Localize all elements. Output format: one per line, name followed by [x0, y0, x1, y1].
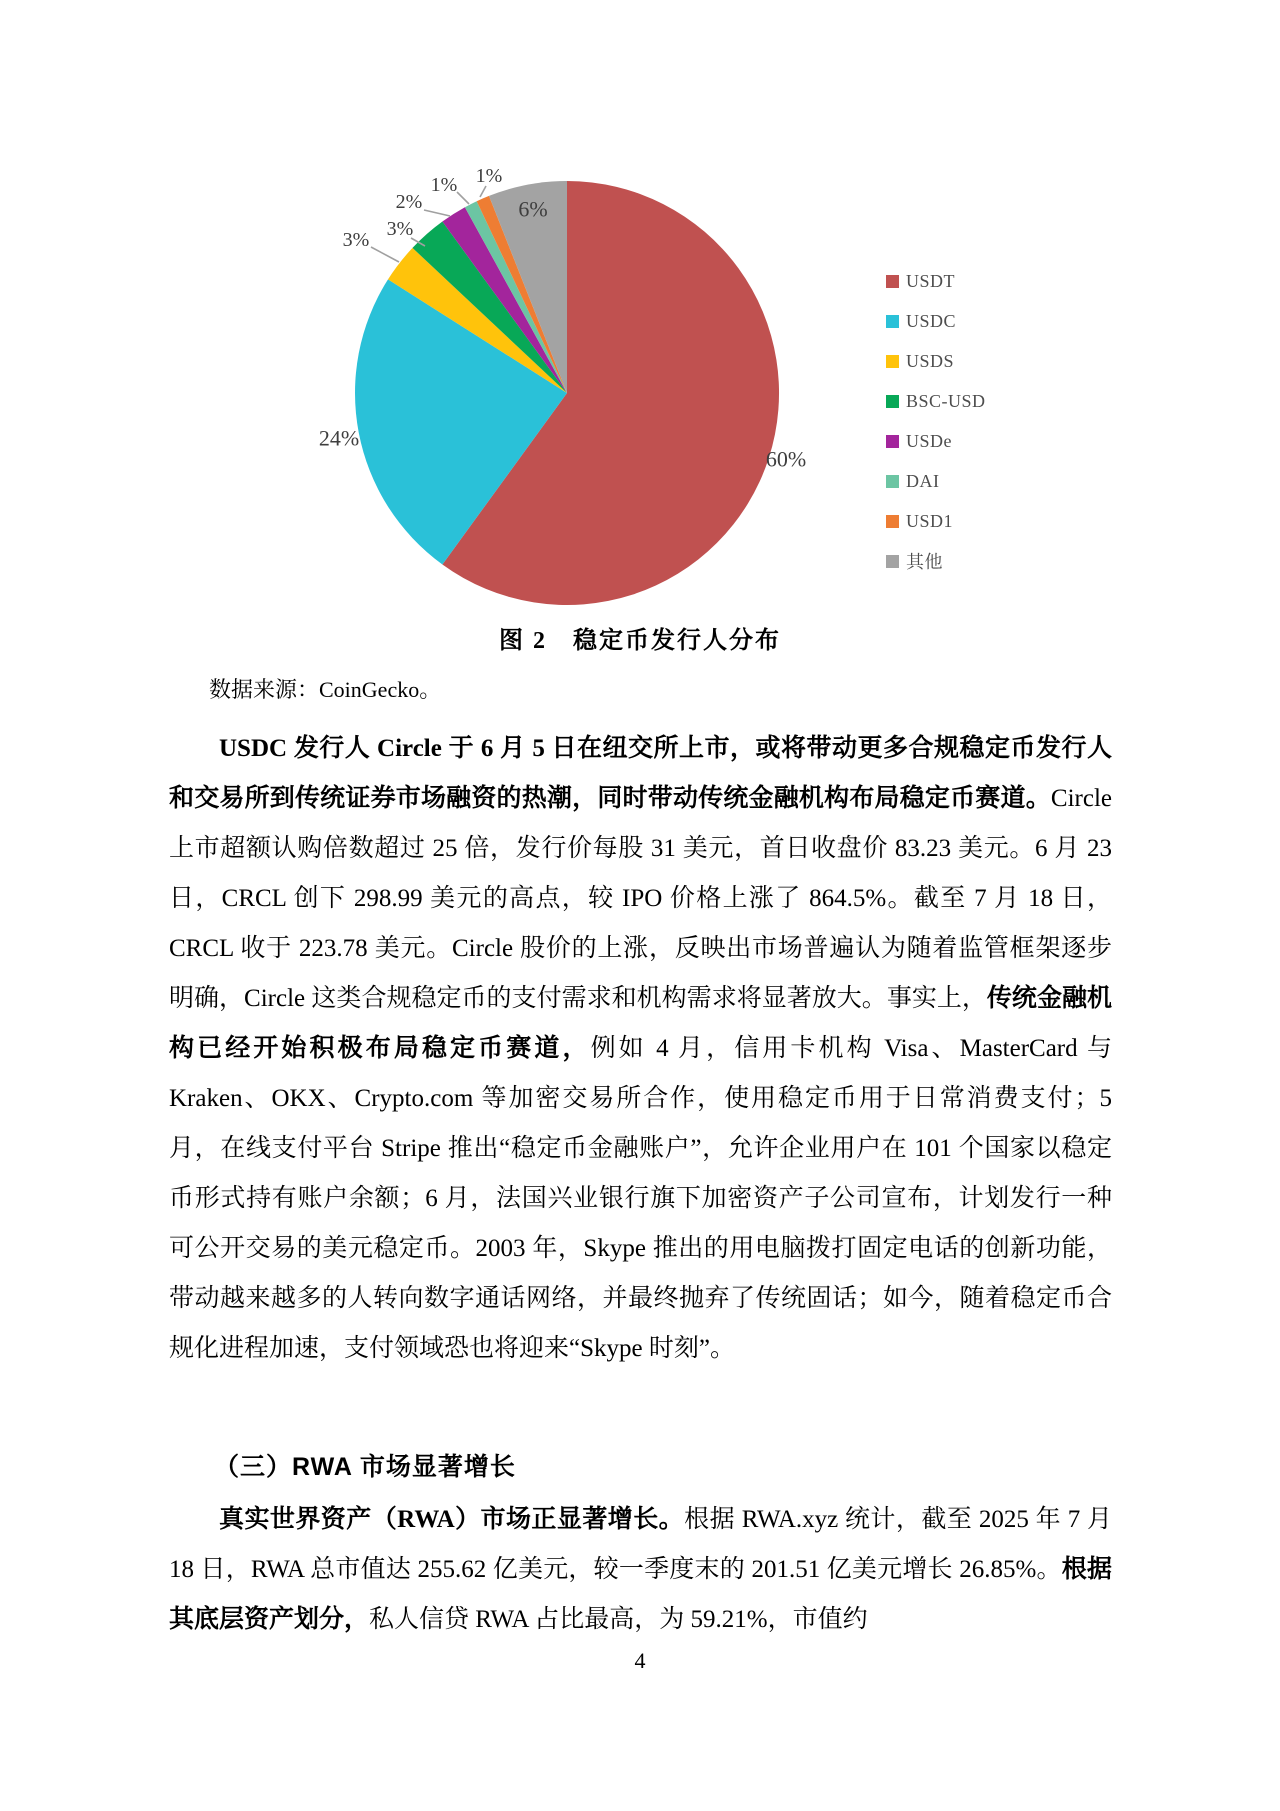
legend-label-其他: 其他 — [906, 552, 943, 572]
pie-chart — [0, 0, 1280, 700]
figure-caption: 图 2 稳定币发行人分布 — [499, 628, 781, 654]
pie-leader-USDe — [424, 210, 450, 216]
pie-label-USDS: 3% — [342, 229, 370, 251]
legend-swatch-其他 — [886, 555, 899, 568]
bold-run: 真实世界资产（RWA）市场正显著增长。 — [219, 1506, 685, 1533]
legend-label-USDe: USDe — [906, 430, 952, 451]
legend-swatch-DAI — [886, 475, 899, 488]
bold-run: 根据其底层资产划分， — [169, 1556, 1112, 1633]
pie-label-BSC-USD: 3% — [386, 218, 414, 240]
pie-label-其他: 6% — [518, 196, 548, 222]
pie-leader-USD1 — [480, 186, 486, 197]
legend-label-BSC-USD: BSC-USD — [906, 390, 986, 411]
legend-swatch-USDS — [886, 355, 899, 368]
data-source-note: 数据来源：CoinGecko。 — [209, 677, 442, 702]
legend-swatch-USDe — [886, 435, 899, 448]
text-run: 私人信贷 RWA 占比最高，为 59.21%，市值约 — [369, 1606, 868, 1633]
section-heading-rwa: （三）RWA 市场显著增长 — [214, 1453, 516, 1481]
legend-item-USDS — [886, 341, 986, 381]
pie-leader-DAI — [457, 192, 469, 204]
legend-item-BSC-USD — [886, 381, 986, 421]
text-run: 根据 RWA.xyz 统计，截至 2025 年 7 月 18 日，RWA 总市值达 255.62 亿美元，较一季度末的 201.51 亿美元增长 26.85%。 — [169, 1506, 1112, 1583]
legend-label-DAI: DAI — [906, 470, 940, 491]
legend-label-USDS: USDS — [906, 350, 955, 371]
legend-swatch-USDC — [886, 315, 899, 328]
bold-run: USDC 发行人 Circle 于 6 月 5 日在纽交所上市，或将带动更多合规稳定币发行人和交易所到传统证券市场融资的热潮，同时带动传统金融机构布局稳定币赛道。 — [169, 735, 1112, 812]
paragraph-rwa-growth — [169, 1495, 1112, 1645]
legend-swatch-BSC-USD — [886, 395, 899, 408]
legend-item-USDe — [886, 421, 986, 461]
legend-swatch-USDT — [886, 275, 899, 288]
text-run: Circle 上市超额认购倍数超过 25 倍，发行价每股 31 美元，首日收盘价 83.23 美元。6 月 23 日，CRCL 创下 298.99 美元的高点，较 IPO 价格上涨了 864.5%。截至 7 月 18 日，CRCL 收于 223.78 美元。Circle 股价的上涨，反映出市场普遍认为随着监管框架逐步明确，Circle 这类合规稳定币的支付需求和机构需求将显著放大。事实上， — [169, 785, 1112, 1012]
text-run: 例如 4 月，信用卡机构 Visa、MasterCard 与 Kraken、OKX、Crypto.com 等加密交易所合作，使用稳定币用于日常消费支付；5 月，在线支付平台 Stripe 推出“稳定币金融账户”，允许企业用户在 101 个国家以稳定币形式持有账户余额；6 月，法国兴业银行旗下加密资产子公司宣布，计划发行一种可公开交易的美元稳定币。2003 年，Skype 推出的用电脑拨打固定电话的创新功能，带动越来越多的人转向数字通话网络，并最终抛弃了传统固话；如今，随着稳定币合规化进程加速，支付领域恐也将迎来“Skype 时刻”。 — [169, 1035, 1112, 1362]
bold-run: 传统金融机构已经开始积极布局稳定币赛道， — [169, 985, 1112, 1062]
legend-item-USDT — [886, 261, 986, 301]
legend-swatch-USD1 — [886, 515, 899, 528]
legend-item-USDC — [886, 301, 986, 341]
pie-label-DAI: 1% — [430, 174, 458, 196]
legend-label-USDT: USDT — [906, 270, 956, 291]
pie-label-USD1: 1% — [475, 165, 503, 187]
legend-item-USD1 — [886, 501, 986, 541]
pie-label-USDC: 24% — [318, 425, 360, 451]
legend-item-DAI — [886, 461, 986, 501]
pie-leader-USDS — [371, 247, 399, 262]
legend-item-其他 — [886, 541, 986, 581]
pie-label-USDe: 2% — [395, 191, 423, 213]
page-number: 4 — [634, 1648, 646, 1673]
legend-label-USD1: USD1 — [906, 510, 954, 531]
paragraph-usdc-circle — [169, 724, 1112, 1374]
legend-label-USDC: USDC — [906, 310, 957, 331]
chart-legend — [886, 261, 986, 581]
pie-label-USDT: 60% — [765, 446, 807, 472]
